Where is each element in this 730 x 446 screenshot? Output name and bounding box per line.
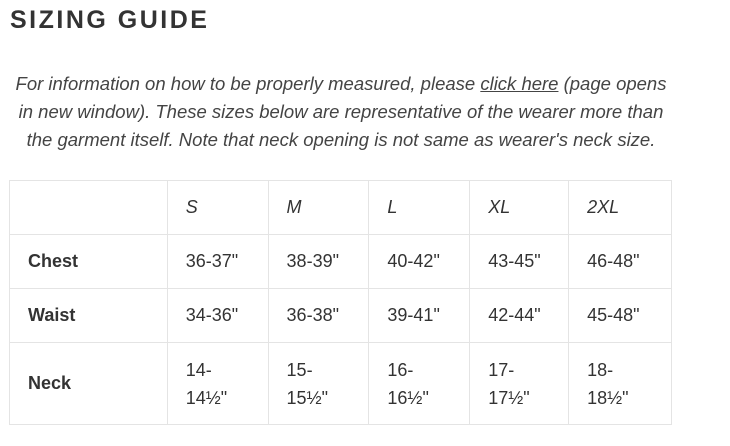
intro-text: [6, 70, 676, 154]
header-cell-empty: [10, 181, 168, 235]
intro-before-link: For information on how to be properly measured, please: [15, 73, 481, 94]
measurement-link[interactable]: click here: [480, 73, 559, 94]
table-cell: 36-37": [167, 235, 268, 289]
header-cell-m: M: [268, 181, 369, 235]
header-cell-2xl: 2XL: [569, 181, 672, 235]
page-title: SIZING GUIDE: [10, 6, 210, 34]
table-row-neck: [10, 343, 672, 425]
table-cell: [167, 343, 268, 425]
cell-line: 16-: [387, 359, 414, 380]
intro-after-link: (page opens in new window). These sizes below are representative of the wearer more than the garment itself. Note that neck opening is not same as wearer's neck size.: [18, 73, 667, 150]
table-cell: 38-39": [268, 235, 369, 289]
header-row: [10, 181, 672, 235]
table-cell: [569, 343, 672, 425]
row-label-waist: Waist: [10, 289, 168, 343]
table-cell: 40-42": [369, 235, 470, 289]
cell-line: 14-: [185, 359, 212, 380]
table-cell: 42-44": [470, 289, 569, 343]
cell-line: 15½": [286, 387, 328, 408]
table-cell: 36-38": [268, 289, 369, 343]
cell-line: 17½": [488, 387, 530, 408]
table-row-chest: [10, 235, 672, 289]
sizing-table: [9, 180, 672, 425]
table-cell: 46-48": [569, 235, 672, 289]
header-cell-xl: XL: [470, 181, 569, 235]
row-label-chest: Chest: [10, 235, 168, 289]
cell-line: 17-: [488, 359, 515, 380]
row-label-neck: Neck: [10, 343, 168, 425]
cell-line: 15-: [286, 359, 313, 380]
table-cell: 39-41": [369, 289, 470, 343]
table-cell: 45-48": [569, 289, 672, 343]
table-cell: [470, 343, 569, 425]
table-cell: 43-45": [470, 235, 569, 289]
table-row-waist: [10, 289, 672, 343]
cell-line: 18½": [587, 387, 629, 408]
table-cell: 34-36": [167, 289, 268, 343]
table-cell: [369, 343, 470, 425]
table-cell: [268, 343, 369, 425]
cell-line: 18-: [587, 359, 614, 380]
header-cell-s: S: [167, 181, 268, 235]
cell-line: 14½": [185, 387, 228, 408]
cell-line: 16½": [387, 387, 429, 408]
header-cell-l: L: [369, 181, 470, 235]
